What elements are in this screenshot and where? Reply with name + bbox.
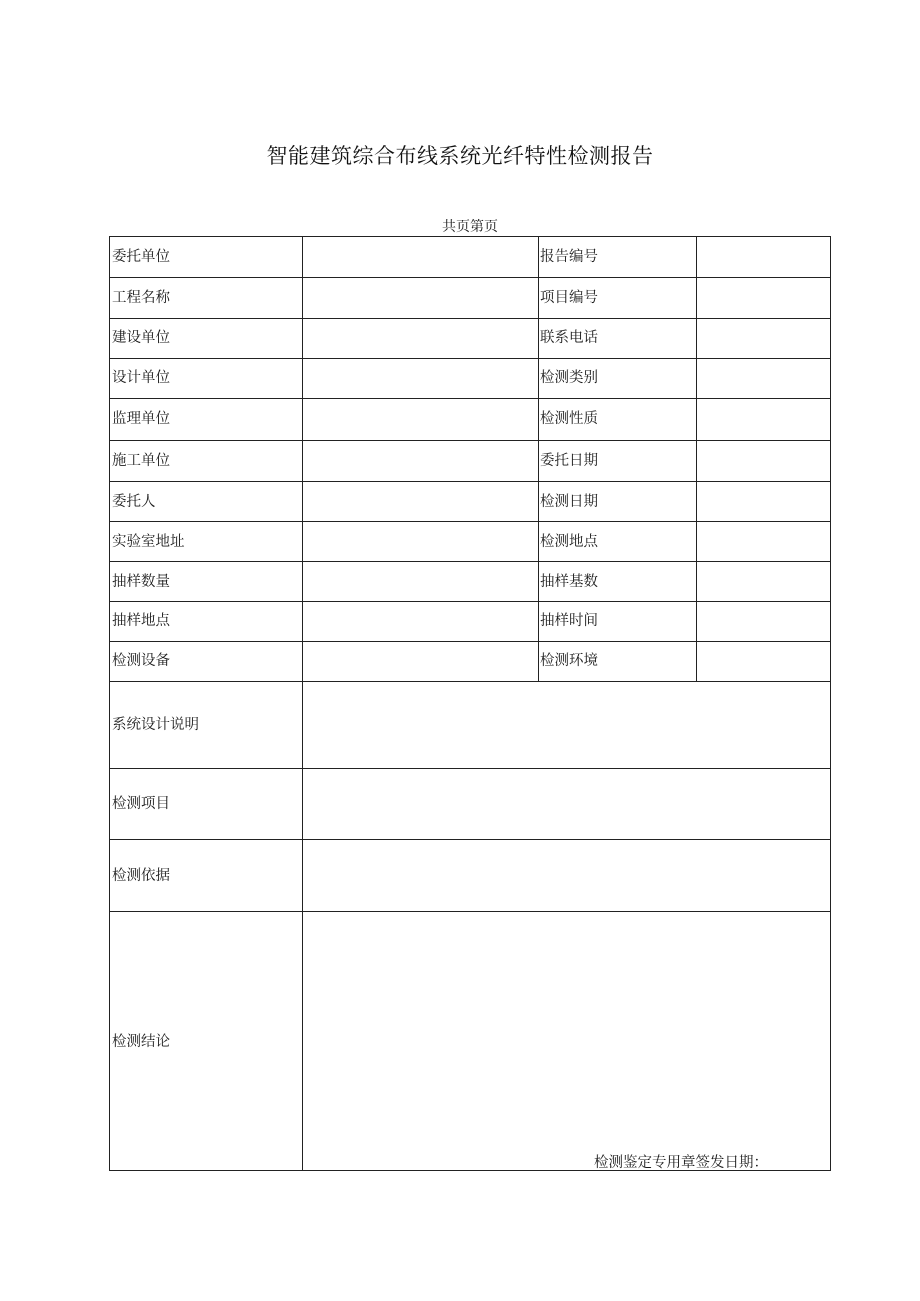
label-test-equipment: 检测设备 <box>112 653 170 669</box>
label-supervision-unit: 监理单位 <box>112 411 170 427</box>
label-design-unit: 设计单位 <box>112 370 170 386</box>
label-system-design-notes: 系统设计说明 <box>112 717 199 733</box>
label-sample-time: 抽样时间 <box>540 613 598 629</box>
label-test-environment: 检测环境 <box>540 653 598 669</box>
label-test-items: 检测项目 <box>112 796 170 812</box>
label-construction-owner: 建设单位 <box>112 330 170 346</box>
label-test-basis: 检测依据 <box>112 868 170 884</box>
report-title: 智能建筑综合布线系统光纤特性检测报告 <box>266 144 654 168</box>
label-client-person: 委托人 <box>112 494 156 510</box>
report-form-table <box>109 236 831 1171</box>
label-sample-quantity: 抽样数量 <box>112 574 170 590</box>
label-report-number: 报告编号 <box>540 249 598 265</box>
label-test-category: 检测类别 <box>540 370 598 386</box>
label-test-conclusion: 检测结论 <box>112 1034 170 1050</box>
label-contact-phone: 联系电话 <box>540 330 598 346</box>
label-client-unit: 委托单位 <box>112 249 170 265</box>
label-contractor-unit: 施工单位 <box>112 453 170 469</box>
label-sample-location: 抽样地点 <box>112 613 170 629</box>
page-info: 共页第页 <box>442 219 498 235</box>
label-lab-address: 实验室地址 <box>112 534 185 550</box>
label-commission-date: 委托日期 <box>540 453 598 469</box>
label-project-number: 项目编号 <box>540 290 598 306</box>
label-test-date: 检测日期 <box>540 494 598 510</box>
label-test-location: 检测地点 <box>540 534 598 550</box>
label-sample-base: 抽样基数 <box>540 574 598 590</box>
label-project-name: 工程名称 <box>112 290 170 306</box>
seal-and-issue-date: 检测鉴定专用章签发日期： <box>594 1155 768 1171</box>
label-test-nature: 检测性质 <box>540 411 598 427</box>
